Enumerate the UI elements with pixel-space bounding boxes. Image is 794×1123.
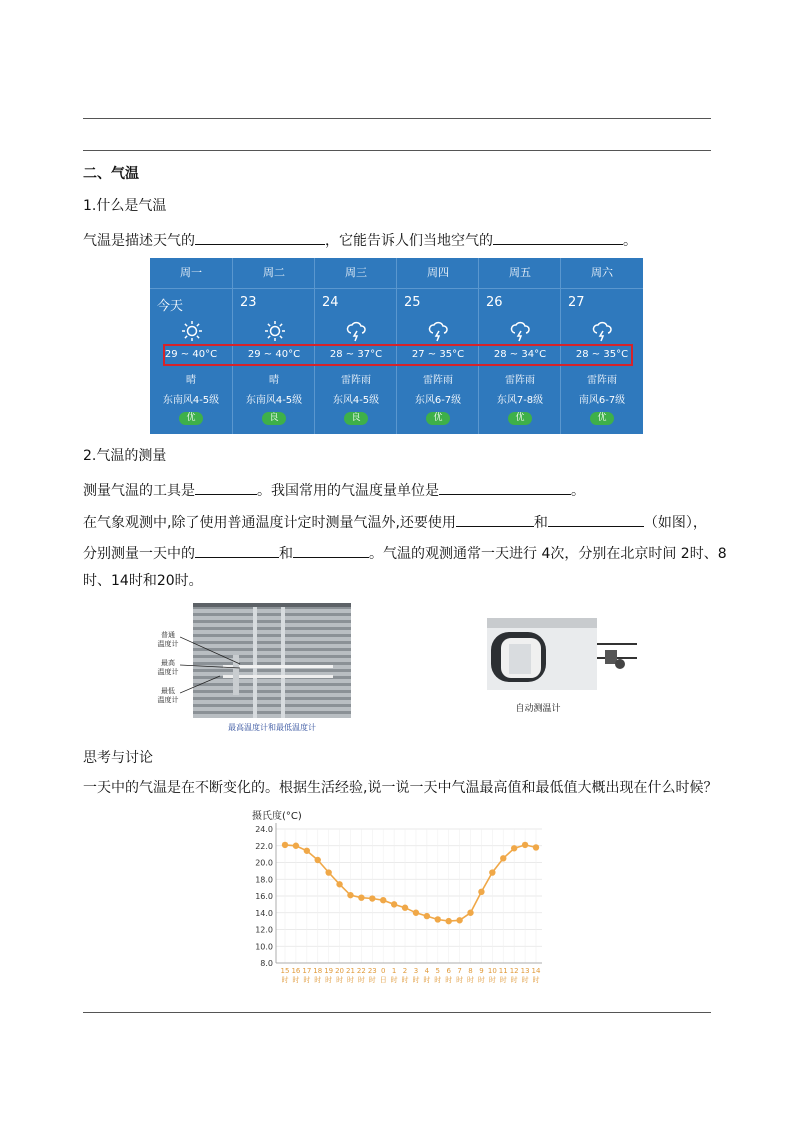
q1-blank-1[interactable] xyxy=(195,228,325,245)
thunderstorm-icon xyxy=(428,320,450,342)
y-axis-label: 摄氏度(°C) xyxy=(252,811,302,822)
date-label: 今天 xyxy=(157,299,184,314)
discussion-question: 一天中的气温是在不断变化的。根据生活经验,说一说一天中气温最高值和最低值大概出现在什么时候？ xyxy=(83,780,718,796)
x-tick-unit: 时 xyxy=(521,976,529,984)
q1-text-a: 气温是描述天气的 xyxy=(83,233,195,249)
data-point xyxy=(402,905,408,911)
x-tick-unit: 时 xyxy=(390,976,398,984)
x-tick-label: 6 xyxy=(446,967,451,975)
x-tick-label: 0 xyxy=(380,967,386,975)
x-tick-label: 5 xyxy=(435,967,441,975)
y-tick-label: 18.0 xyxy=(255,875,273,885)
data-point xyxy=(478,889,484,895)
data-point xyxy=(413,910,419,916)
weekday-divider xyxy=(397,288,479,289)
x-tick-label: 20 xyxy=(335,967,345,975)
x-tick-label: 11 xyxy=(498,967,508,975)
x-tick-label: 15 xyxy=(280,967,290,975)
label-min-thermometer: 最低 温度计 xyxy=(157,687,179,704)
sun-icon xyxy=(181,320,203,342)
x-tick-unit: 时 xyxy=(510,976,518,984)
air-quality-badge: 良 xyxy=(344,412,368,425)
data-point xyxy=(533,844,539,850)
q2-blank-tool[interactable] xyxy=(195,478,257,495)
y-tick-label: 10.0 xyxy=(255,942,273,952)
x-tick-unit: 时 xyxy=(423,976,431,984)
data-point xyxy=(282,842,288,848)
x-tick-label: 19 xyxy=(324,967,334,975)
x-tick-label: 21 xyxy=(346,967,355,975)
q1-blank-2[interactable] xyxy=(493,228,623,245)
data-point xyxy=(435,916,441,922)
x-tick-unit: 时 xyxy=(412,976,420,984)
q2-text: 在气象观测中,除了使用普通温度计定时测量气温外,还要使用 xyxy=(83,515,456,531)
weekday-label: 周四 xyxy=(427,266,449,279)
x-tick-unit: 时 xyxy=(325,976,333,984)
data-point xyxy=(456,917,462,923)
q2-blank-thermo-2[interactable] xyxy=(548,510,644,527)
automatic-thermometer-photo xyxy=(487,614,639,690)
date-label: 26 xyxy=(486,295,503,310)
weekday-divider xyxy=(561,288,643,289)
weekday-divider xyxy=(150,288,232,289)
q2-text: 和 xyxy=(279,546,293,562)
x-tick-label: 23 xyxy=(367,967,377,975)
data-point xyxy=(391,901,397,907)
weekday-label: 周六 xyxy=(591,266,613,279)
data-point xyxy=(293,843,299,849)
x-tick-label: 9 xyxy=(479,967,484,975)
photo1-caption: 最高温度计和最低温度计 xyxy=(228,723,316,732)
q1-heading: 1.什么是气温 xyxy=(83,198,167,214)
data-point xyxy=(467,910,473,916)
x-tick-label: 3 xyxy=(413,967,419,975)
q2-para-1 xyxy=(83,478,585,501)
weather-condition: 雷阵雨 xyxy=(423,375,453,386)
temperature-range: 29 ~ 40°C xyxy=(164,349,218,360)
section-title: 二、气温 xyxy=(83,166,139,182)
photo2-caption: 自动测温计 xyxy=(515,704,561,714)
x-tick-unit: 时 xyxy=(357,976,365,984)
thunderstorm-icon xyxy=(346,320,368,342)
x-tick-label: 2 xyxy=(402,967,408,975)
q2-text: （如图）， xyxy=(643,515,707,531)
q2-text: 和 xyxy=(533,515,548,531)
data-point xyxy=(522,842,528,848)
y-tick-label: 20.0 xyxy=(255,858,273,868)
x-tick-unit: 时 xyxy=(281,976,289,984)
weather-condition: 雷阵雨 xyxy=(341,375,371,386)
q1-text-c: 。 xyxy=(623,233,637,249)
data-point xyxy=(369,895,375,901)
footer-rule xyxy=(83,1012,711,1013)
series-line xyxy=(285,845,536,921)
temperature-range: 29 ~ 40°C xyxy=(247,349,301,360)
wind-info: 东风7-8级 xyxy=(496,395,544,406)
temperature-highlight-box xyxy=(163,344,633,366)
q2-text: 。 xyxy=(571,483,585,499)
weekday-divider xyxy=(479,288,561,289)
thunderstorm-icon xyxy=(510,320,532,342)
q2-text: 。气温的观测通常一天进行 4次，分别在北京时间 2时、8 xyxy=(369,546,727,562)
x-tick-label: 7 xyxy=(457,967,462,975)
date-label: 23 xyxy=(240,295,257,310)
x-tick-unit: 日 xyxy=(379,976,387,984)
x-tick-label: 13 xyxy=(520,967,530,975)
weekday-label: 周五 xyxy=(509,266,531,279)
x-tick-unit: 时 xyxy=(456,976,464,984)
q1-sentence xyxy=(83,228,637,251)
x-tick-label: 16 xyxy=(291,967,301,975)
weekday-label: 周三 xyxy=(345,266,367,279)
header-rule-bottom xyxy=(83,150,711,151)
wind-info: 南风6-7级 xyxy=(578,395,626,406)
y-tick-label: 24.0 xyxy=(255,825,273,834)
y-tick-label: 22.0 xyxy=(255,841,273,851)
weather-condition: 晴 xyxy=(186,375,196,386)
air-quality-badge: 优 xyxy=(590,412,614,425)
q2-text: 测量气温的工具是 xyxy=(83,483,195,499)
label-max-thermometer: 最高 温度计 xyxy=(157,659,179,676)
q2-para-3 xyxy=(83,541,727,564)
weekday-label: 周二 xyxy=(263,266,285,279)
air-quality-badge: 优 xyxy=(508,412,532,425)
daily-temperature-chart xyxy=(230,805,550,990)
y-tick-label: 16.0 xyxy=(255,892,273,901)
x-tick-unit: 时 xyxy=(401,976,409,984)
data-point xyxy=(325,869,331,875)
x-tick-label: 17 xyxy=(302,967,312,975)
data-point xyxy=(358,894,364,900)
q2-blank-max[interactable] xyxy=(195,541,279,558)
q2-blank-unit[interactable] xyxy=(439,478,571,495)
weather-condition: 雷阵雨 xyxy=(587,375,617,386)
x-tick-unit: 时 xyxy=(368,976,376,984)
sun-icon xyxy=(264,320,286,342)
x-tick-unit: 时 xyxy=(445,976,453,984)
q2-heading: 2.气温的测量 xyxy=(83,448,167,464)
data-point xyxy=(489,869,495,875)
weather-condition: 雷阵雨 xyxy=(505,375,535,386)
wind-info: 东南风4-5级 xyxy=(162,395,220,406)
x-tick-unit: 时 xyxy=(477,976,485,984)
y-tick-label: 14.0 xyxy=(255,908,273,918)
weekday-divider xyxy=(233,288,315,289)
x-tick-label: 18 xyxy=(313,967,323,975)
wind-info: 东风4-5级 xyxy=(332,395,380,406)
x-tick-label: 1 xyxy=(391,967,397,975)
temperature-range: 27 ~ 35°C xyxy=(411,349,465,360)
air-quality-badge: 优 xyxy=(179,412,203,425)
weekday-label: 周一 xyxy=(180,266,202,279)
thunderstorm-icon xyxy=(592,320,614,342)
temperature-range: 28 ~ 37°C xyxy=(329,349,383,360)
q2-blank-min[interactable] xyxy=(293,541,369,558)
header-rule-top xyxy=(83,118,711,119)
data-point xyxy=(315,857,321,863)
x-tick-unit: 时 xyxy=(434,976,442,984)
date-label: 25 xyxy=(404,295,421,310)
discussion-heading: 思考与讨论 xyxy=(83,750,153,766)
data-point xyxy=(445,918,451,924)
data-point xyxy=(336,881,342,887)
x-tick-unit: 时 xyxy=(303,976,311,984)
x-tick-label: 10 xyxy=(487,967,497,975)
data-point xyxy=(511,845,517,851)
q1-text-b: ，它能告诉人们当地空气的 xyxy=(325,233,493,249)
q2-text: 。我国常用的气温度量单位是 xyxy=(257,483,439,499)
label-pointer-lines xyxy=(180,630,250,710)
q2-blank-thermo-1[interactable] xyxy=(456,510,534,527)
temperature-range: 28 ~ 34°C xyxy=(493,349,547,360)
data-point xyxy=(380,897,386,903)
x-tick-label: 14 xyxy=(531,967,541,975)
data-point xyxy=(500,855,506,861)
wind-info: 东南风4-5级 xyxy=(245,395,303,406)
x-tick-label: 4 xyxy=(424,967,430,975)
x-tick-label: 12 xyxy=(509,967,519,975)
date-label: 27 xyxy=(568,295,585,310)
y-tick-label: 8.0 xyxy=(260,959,273,968)
label-normal-thermometer: 普通 温度计 xyxy=(157,631,179,648)
data-point xyxy=(347,892,353,898)
temperature-range: 28 ~ 35°C xyxy=(575,349,629,360)
x-tick-unit: 时 xyxy=(499,976,507,984)
x-tick-unit: 时 xyxy=(346,976,354,984)
q2-para-2 xyxy=(83,510,707,533)
x-tick-unit: 时 xyxy=(292,976,300,984)
x-tick-unit: 时 xyxy=(532,976,540,984)
x-tick-unit: 时 xyxy=(314,976,322,984)
air-quality-badge: 良 xyxy=(262,412,286,425)
x-tick-unit: 时 xyxy=(488,976,496,984)
weekday-divider xyxy=(315,288,397,289)
y-tick-label: 12.0 xyxy=(255,925,273,935)
weather-condition: 晴 xyxy=(269,375,279,386)
date-label: 24 xyxy=(322,295,339,310)
q2-text: 分别测量一天中的 xyxy=(83,546,195,562)
wind-info: 东风6-7级 xyxy=(414,395,462,406)
x-tick-label: 22 xyxy=(356,967,366,975)
x-tick-label: 8 xyxy=(468,967,473,975)
q2-para-4: 时、14时和20时。 xyxy=(83,573,203,589)
data-point xyxy=(304,848,310,854)
data-point xyxy=(424,913,430,919)
air-quality-badge: 优 xyxy=(426,412,450,425)
x-tick-unit: 时 xyxy=(336,976,344,984)
x-tick-unit: 时 xyxy=(467,976,475,984)
